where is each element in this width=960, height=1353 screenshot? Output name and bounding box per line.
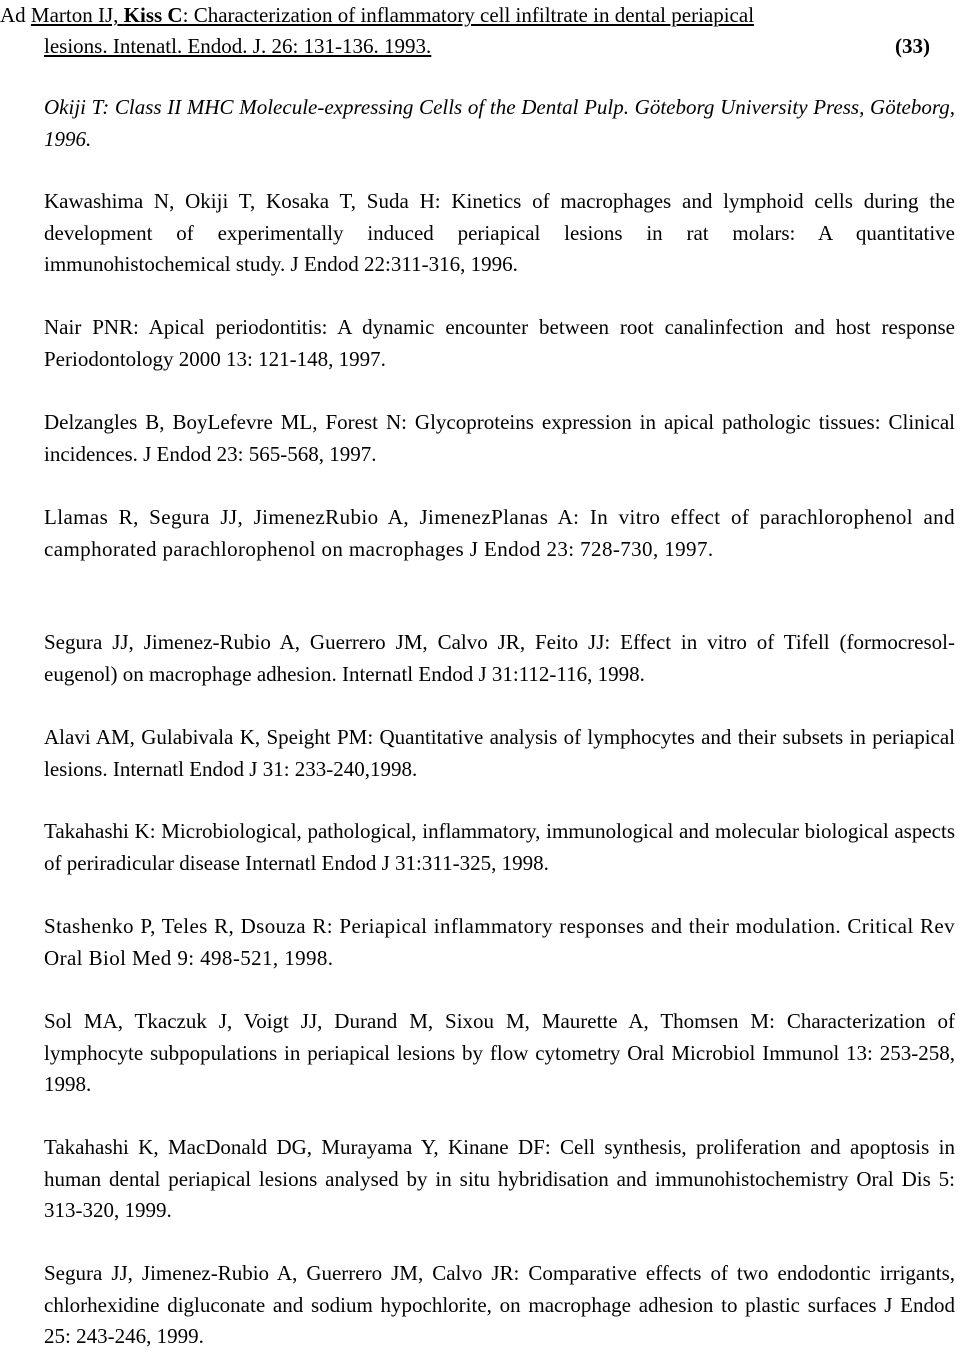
reference-alavi-1998: Alavi AM, Gulabivala K, Speight PM: Quantitative analysis of lymphocytes and their subsets in periapical lesions. Internatl Endod J 31: 233-240,1998. xyxy=(44,725,955,781)
reference-okiji-1996: Okiji T: Class II MHC Molecule-expressing Cells of the Dental Pulp. Göteborg University Press, Göteborg, 1996. xyxy=(44,95,955,151)
reference-number: (33) xyxy=(895,34,930,58)
reference-kawashima-1996: Kawashima N, Okiji T, Kosaka T, Suda H: Kinetics of macrophages and lymphoid cells during the development of experimentally induced periapical lesions in rat molars: A quantitative immunohistochemical study. J Endod 22:311-316, 1996. xyxy=(44,189,955,276)
reference-prefix: Ad xyxy=(0,3,31,27)
reference-author-marton: Marton IJ, xyxy=(30,3,124,27)
reference-stashenko-1998: Stashenko P, Teles R, Dsouza R: Periapical inflammatory responses and their modulation. Critical Rev Oral Biol Med 9: 498-521, 1998. xyxy=(44,914,955,970)
reference-takahashi-1998: Takahashi K: Microbiological, pathological, inflammatory, immunological and molecular biological aspects of periradicular disease Internatl Endod J 31:311-325, 1998. xyxy=(44,819,955,875)
reference-line-2 xyxy=(0,31,954,62)
reference-line-1 xyxy=(0,0,954,31)
reference-marton-kiss xyxy=(0,0,954,62)
reference-title-line-2: lesions. Intenatl. Endod. J. 26: 131-136. 1993. xyxy=(44,34,432,58)
reference-title-line-1: : Characterization of inflammatory cell infiltrate in dental periapical xyxy=(182,3,755,27)
reference-author-kiss: Kiss C xyxy=(123,3,183,27)
reference-delzangles-1997: Delzangles B, BoyLefevre ML, Forest N: Glycoproteins expression in apical pathologic tissues: Clinical incidences. J Endod 23: 565-568, 1997. xyxy=(44,410,955,466)
reference-takahashi-1999: Takahashi K, MacDonald DG, Murayama Y, Kinane DF: Cell synthesis, proliferation and apoptosis in human dental periapical lesions analysed by in situ hybridisation and immunohistochemistry Oral Dis 5: 313-320, 1999. xyxy=(44,1135,955,1222)
reference-llamas-1997: Llamas R, Segura JJ, JimenezRubio A, JimenezPlanas A: In vitro effect of parachlorophenol and camphorated parachlorophenol on macrophages J Endod 23: 728-730, 1997. xyxy=(44,505,955,561)
reference-segura-1999: Segura JJ, Jimenez-Rubio A, Guerrero JM, Calvo JR: Comparative effects of two endodontic irrigants, chlorhexidine digluconate and sodium hypochlorite, on macrophage adhesion to plastic surfaces J Endod 25: 243-246, 1999. xyxy=(44,1261,955,1348)
reference-segura-1998: Segura JJ, Jimenez-Rubio A, Guerrero JM, Calvo JR, Feito JJ: Effect in vitro of Tifell (formocresol-eugenol) on macrophage adhesion. Internatl Endod J 31:112-116, 1998. xyxy=(44,630,955,686)
reference-sol-1998: Sol MA, Tkaczuk J, Voigt JJ, Durand M, Sixou M, Maurette A, Thomsen M: Characterization of lymphocyte subpopulations in periapical lesions by flow cytometry Oral Microbiol Immunol 13: 253-258, 1998. xyxy=(44,1009,955,1096)
reference-nair-1997: Nair PNR: Apical periodontitis: A dynamic encounter between root canalinfection and host response Periodontology 2000 13: 121-148, 1997. xyxy=(44,315,955,371)
